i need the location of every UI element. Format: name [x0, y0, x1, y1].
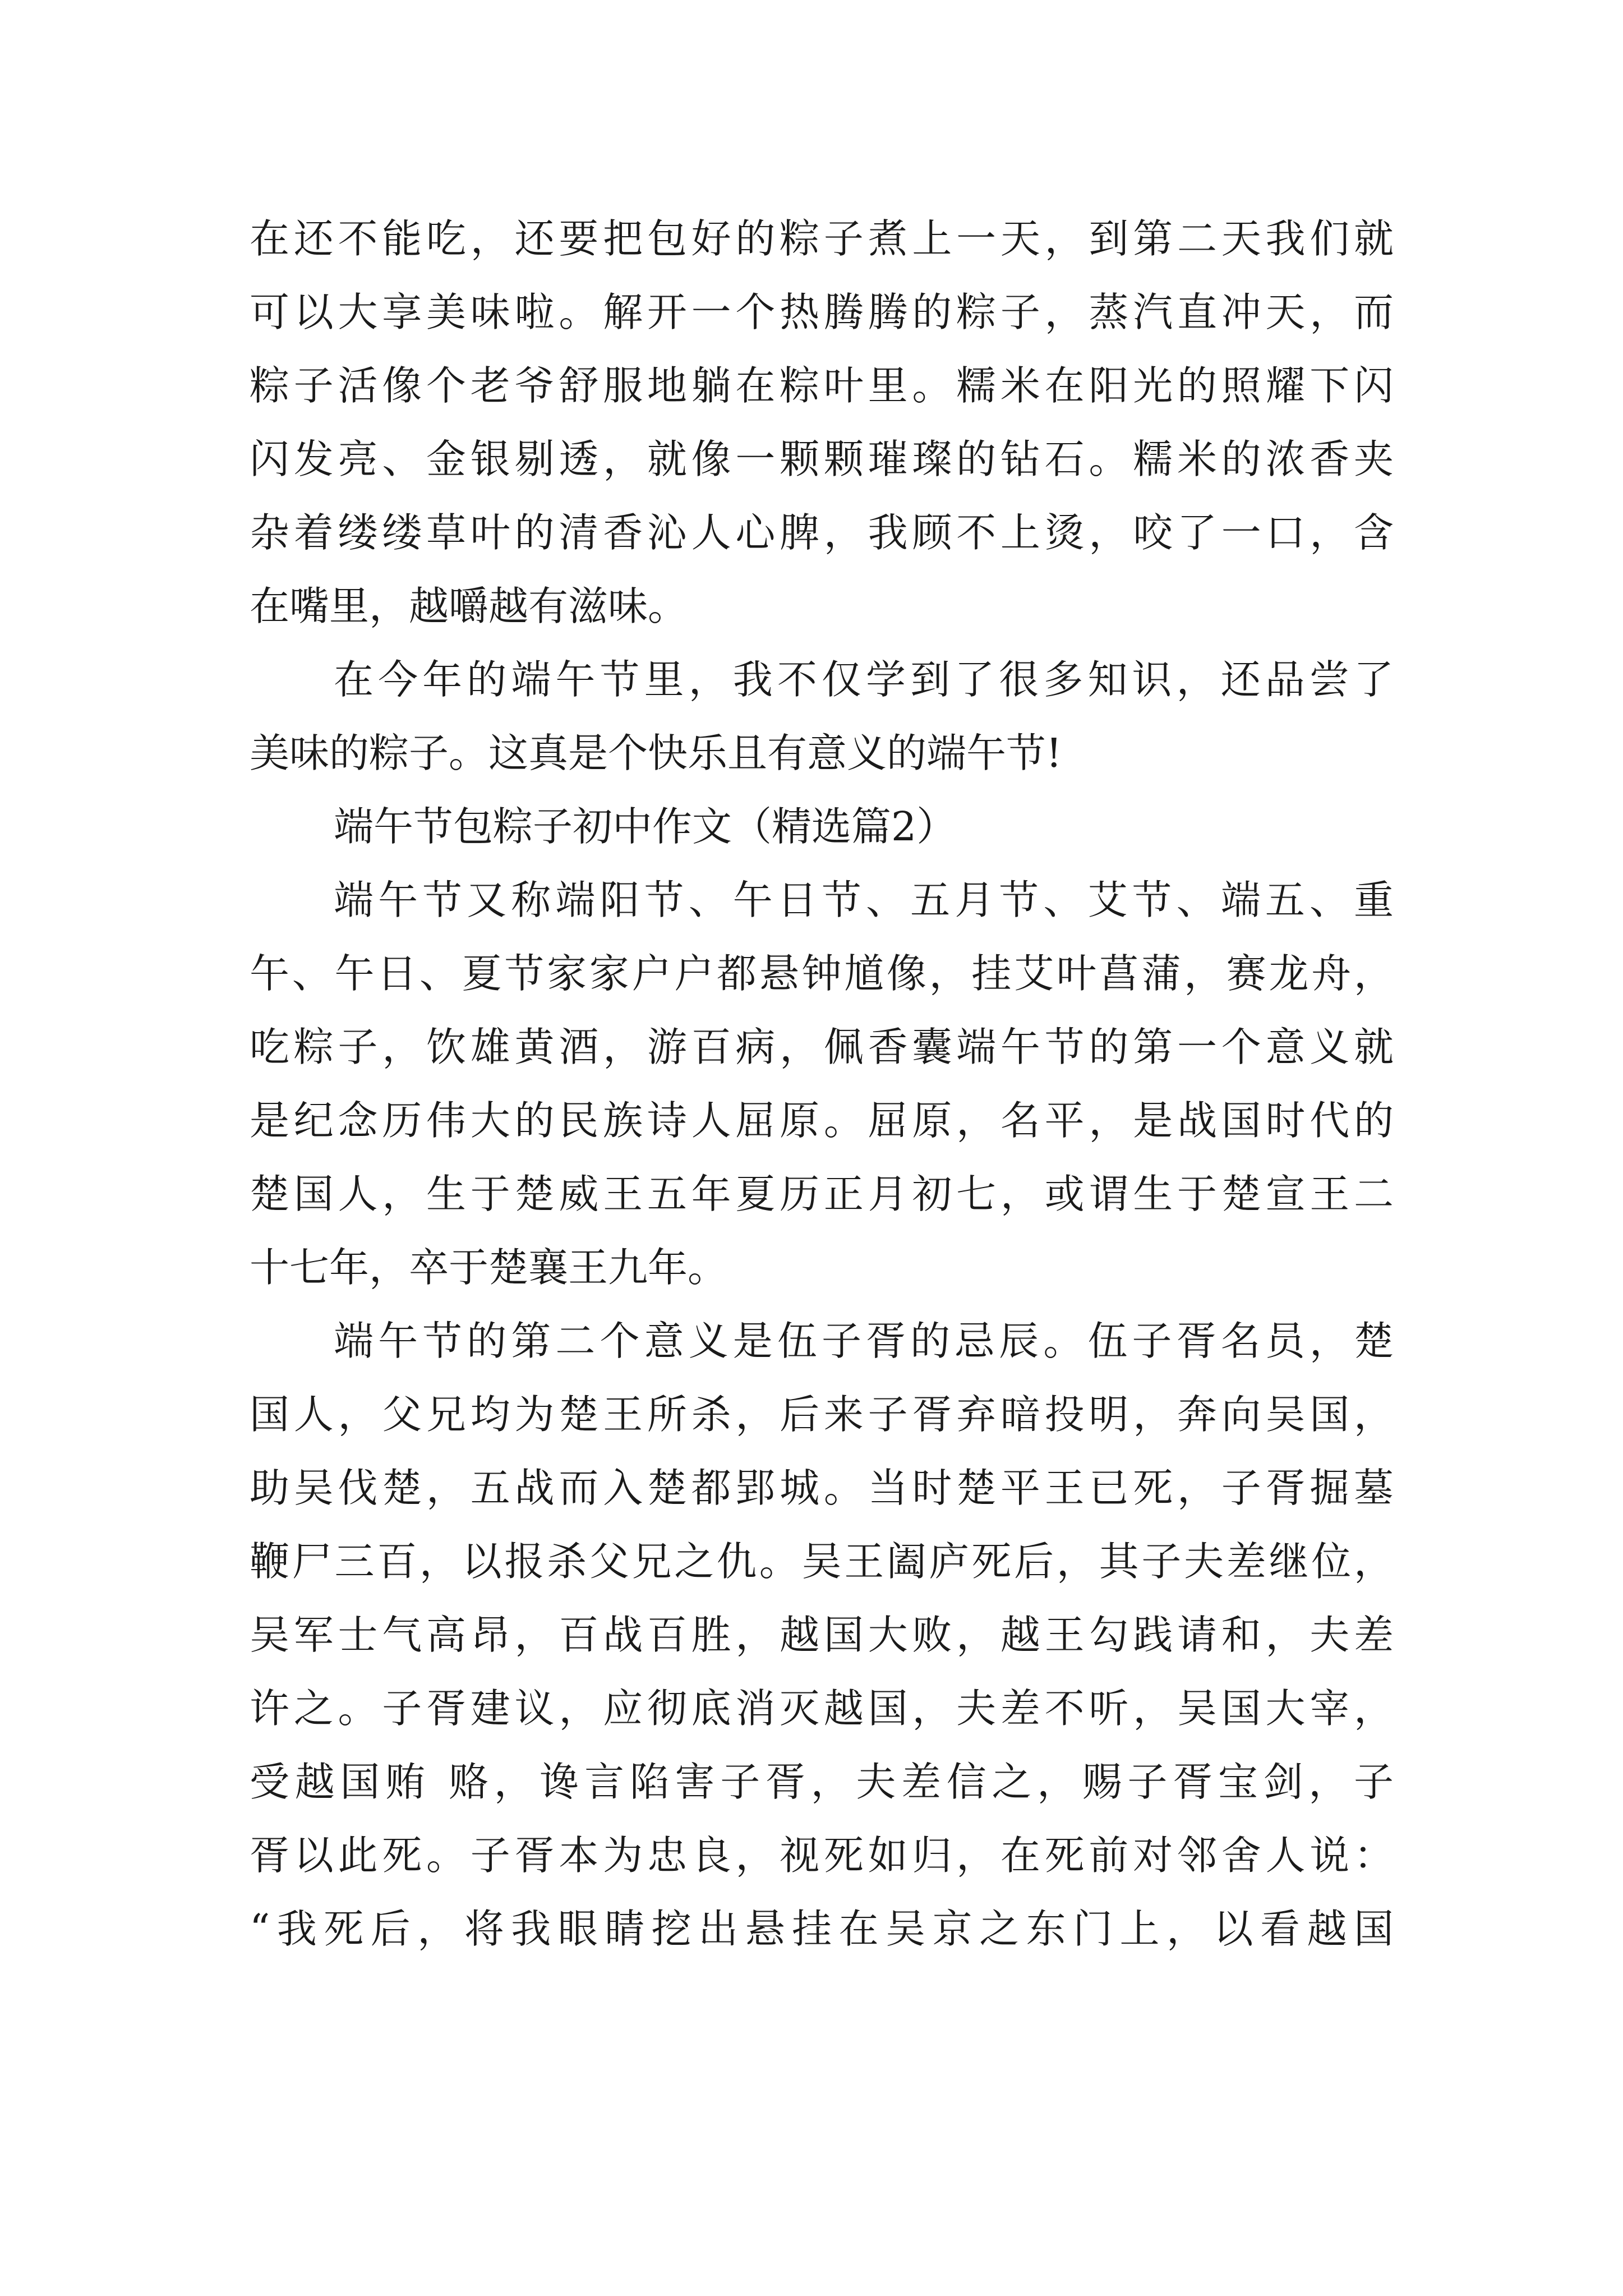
text-line: 鞭尸三百，以报杀父兄之仇。吴王阖庐死后，其子夫差继位，	[250, 1538, 1394, 1585]
text-line: 吴军士气高昂，百战百胜，越国大败，越王勾践请和，夫差	[250, 1612, 1394, 1658]
text-line: 在嘴里，越嚼越有滋味。	[250, 583, 688, 629]
heading-text: 端午节包粽子初中作文（精选篇2）	[334, 803, 957, 850]
paragraph-2	[250, 643, 1394, 790]
text-line: 可以大享美味啦。解开一个热腾腾的粽子，蒸汽直冲天，而	[250, 289, 1394, 335]
paragraph-1	[250, 202, 1394, 643]
text-line: 十七年，卒于楚襄王九年。	[250, 1244, 728, 1291]
paragraph-3	[250, 863, 1394, 1304]
text-line: 在今年的端午节里，我不仅学到了很多知识，还品尝了	[334, 656, 1394, 703]
text-line: 美味的粽子。这真是个快乐且有意义的端午节!	[250, 730, 1062, 776]
text-line: 是纪念历伟大的民族诗人屈原。屈原，名平，是战国时代的	[250, 1097, 1394, 1144]
text-line: 受越国贿 赂，谗言陷害子胥，夫差信之，赐子胥宝剑，子	[250, 1759, 1394, 1805]
text-line: 助吴伐楚，五战而入楚都郢城。当时楚平王已死，子胥掘墓	[250, 1465, 1394, 1511]
text-line: 胥以此死。子胥本为忠良，视死如归，在死前对邻舍人说：	[250, 1832, 1394, 1879]
text-line: 端午节的第二个意义是伍子胥的忌辰。伍子胥名员，楚	[334, 1318, 1394, 1364]
text-line: 粽子活像个老爷舒服地躺在粽叶里。糯米在阳光的照耀下闪	[250, 362, 1394, 409]
text-line: 许之。子胥建议，应彻底消灭越国，夫差不听，吴国大宰，	[250, 1685, 1394, 1732]
text-line: 楚国人，生于楚威王五年夏历正月初七，或谓生于楚宣王二	[250, 1171, 1394, 1217]
paragraph-4	[250, 1304, 1394, 1966]
text-line: 闪发亮、金银剔透，就像一颗颗璀璨的钻石。糯米的浓香夹	[250, 436, 1394, 482]
text-line: 端午节又称端阳节、午日节、五月节、艾节、端五、重	[334, 877, 1394, 923]
text-line: 在还不能吃，还要把包好的粽子煮上一天，到第二天我们就	[250, 215, 1394, 262]
section-heading	[250, 790, 1394, 863]
document-body	[250, 202, 1394, 1966]
text-line: 杂着缕缕草叶的清香沁人心脾，我顾不上烫，咬了一口，含	[250, 509, 1394, 556]
text-line: 吃粽子，饮雄黄酒，游百病，佩香囊端午节的第一个意义就	[250, 1024, 1394, 1070]
text-line: “我死后，将我眼睛挖出悬挂在吴京之东门上，以看越国	[250, 1906, 1394, 1952]
text-line: 国人，父兄均为楚王所杀，后来子胥弃暗投明，奔向吴国，	[250, 1391, 1394, 1438]
text-line: 午、午日、夏节家家户户都悬钟馗像，挂艾叶菖蒲，赛龙舟，	[250, 950, 1394, 997]
